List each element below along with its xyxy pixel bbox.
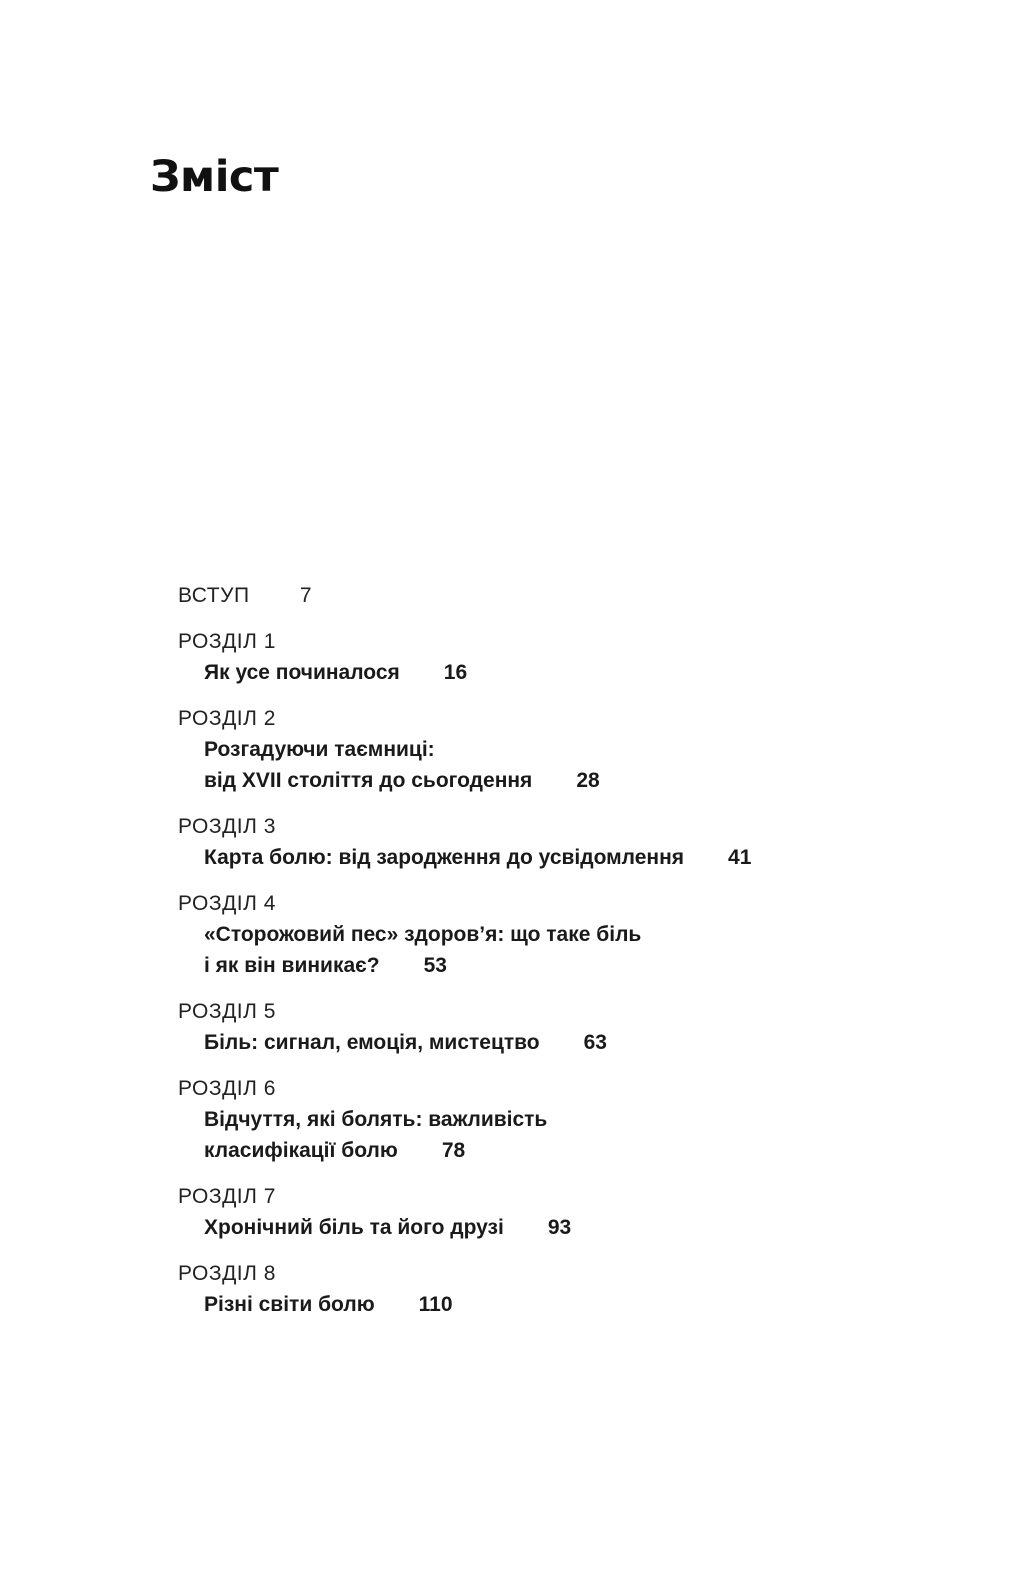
table-of-contents (178, 580, 878, 1320)
chapter-label: РОЗДІЛ 5 (178, 1000, 276, 1023)
chapter-title (204, 734, 878, 796)
toc-chapter-5[interactable] (178, 996, 878, 1058)
chapter-page-number: 28 (576, 769, 600, 792)
chapter-title-text: і як він виникає? (204, 954, 380, 977)
chapter-title-text: класифікації болю (204, 1139, 398, 1162)
chapter-page-number: 110 (418, 1293, 453, 1316)
chapter-page-number: 53 (423, 954, 447, 977)
intro-label: ВСТУП (178, 584, 250, 607)
chapter-page-number: 78 (441, 1139, 466, 1162)
chapter-title-line (204, 765, 878, 796)
toc-chapter-8[interactable] (178, 1258, 878, 1320)
chapter-title-line (204, 734, 878, 765)
toc-chapter-7[interactable] (178, 1181, 878, 1243)
chapter-title-line (204, 657, 878, 688)
chapter-title-line (204, 1027, 878, 1058)
chapter-title-text: Як усе починалося (204, 661, 400, 684)
chapter-page-number: 93 (547, 1216, 572, 1239)
chapter-title-text: Розгадуючи таємниці: (204, 738, 435, 761)
toc-intro[interactable] (178, 580, 878, 611)
chapter-title (204, 1289, 878, 1320)
chapter-title-text: Карта болю: від зародження до усвідомлення (204, 846, 685, 869)
chapter-label: РОЗДІЛ 3 (178, 815, 276, 838)
chapter-title-text: «Сторожовий пес» здоров’я: що таке біль (204, 923, 642, 946)
chapter-title (204, 1104, 878, 1166)
chapter-title-line (204, 919, 878, 950)
chapter-title-line (204, 1212, 878, 1243)
page-title: Зміст (150, 152, 279, 202)
chapter-page-number: 41 (728, 846, 752, 869)
toc-chapter-4[interactable] (178, 888, 878, 981)
chapter-label: РОЗДІЛ 8 (178, 1262, 276, 1285)
chapter-page-number: 63 (583, 1031, 607, 1054)
chapter-title (204, 1027, 878, 1058)
chapter-title (204, 842, 878, 873)
chapter-title-text: від XVII століття до сьогодення (204, 769, 533, 792)
toc-chapter-1[interactable] (178, 626, 878, 688)
chapter-title (204, 1212, 878, 1243)
chapter-title-line (204, 1135, 878, 1166)
chapter-page-number: 16 (443, 661, 468, 684)
chapter-title-line (204, 1289, 878, 1320)
chapter-label: РОЗДІЛ 1 (178, 630, 276, 653)
chapter-title-line (204, 950, 878, 981)
chapter-label: РОЗДІЛ 7 (178, 1185, 276, 1208)
chapter-title (204, 657, 878, 688)
chapter-title-text: Різні світи болю (204, 1293, 375, 1316)
chapter-title-text: Біль: сигнал, емоція, мистецтво (204, 1031, 540, 1054)
chapter-title-text: Хронічний біль та його друзі (204, 1216, 504, 1239)
toc-chapter-6[interactable] (178, 1073, 878, 1166)
chapter-title-line (204, 842, 878, 873)
chapter-list (178, 626, 878, 1320)
chapter-label: РОЗДІЛ 6 (178, 1077, 276, 1100)
toc-chapter-3[interactable] (178, 811, 878, 873)
chapter-title-line (204, 1104, 878, 1135)
chapter-title-text: Відчуття, які болять: важливість (204, 1108, 548, 1131)
intro-page-number: 7 (299, 584, 313, 607)
chapter-title (204, 919, 878, 981)
chapter-label: РОЗДІЛ 4 (178, 892, 276, 915)
chapter-label: РОЗДІЛ 2 (178, 707, 276, 730)
toc-chapter-2[interactable] (178, 703, 878, 796)
